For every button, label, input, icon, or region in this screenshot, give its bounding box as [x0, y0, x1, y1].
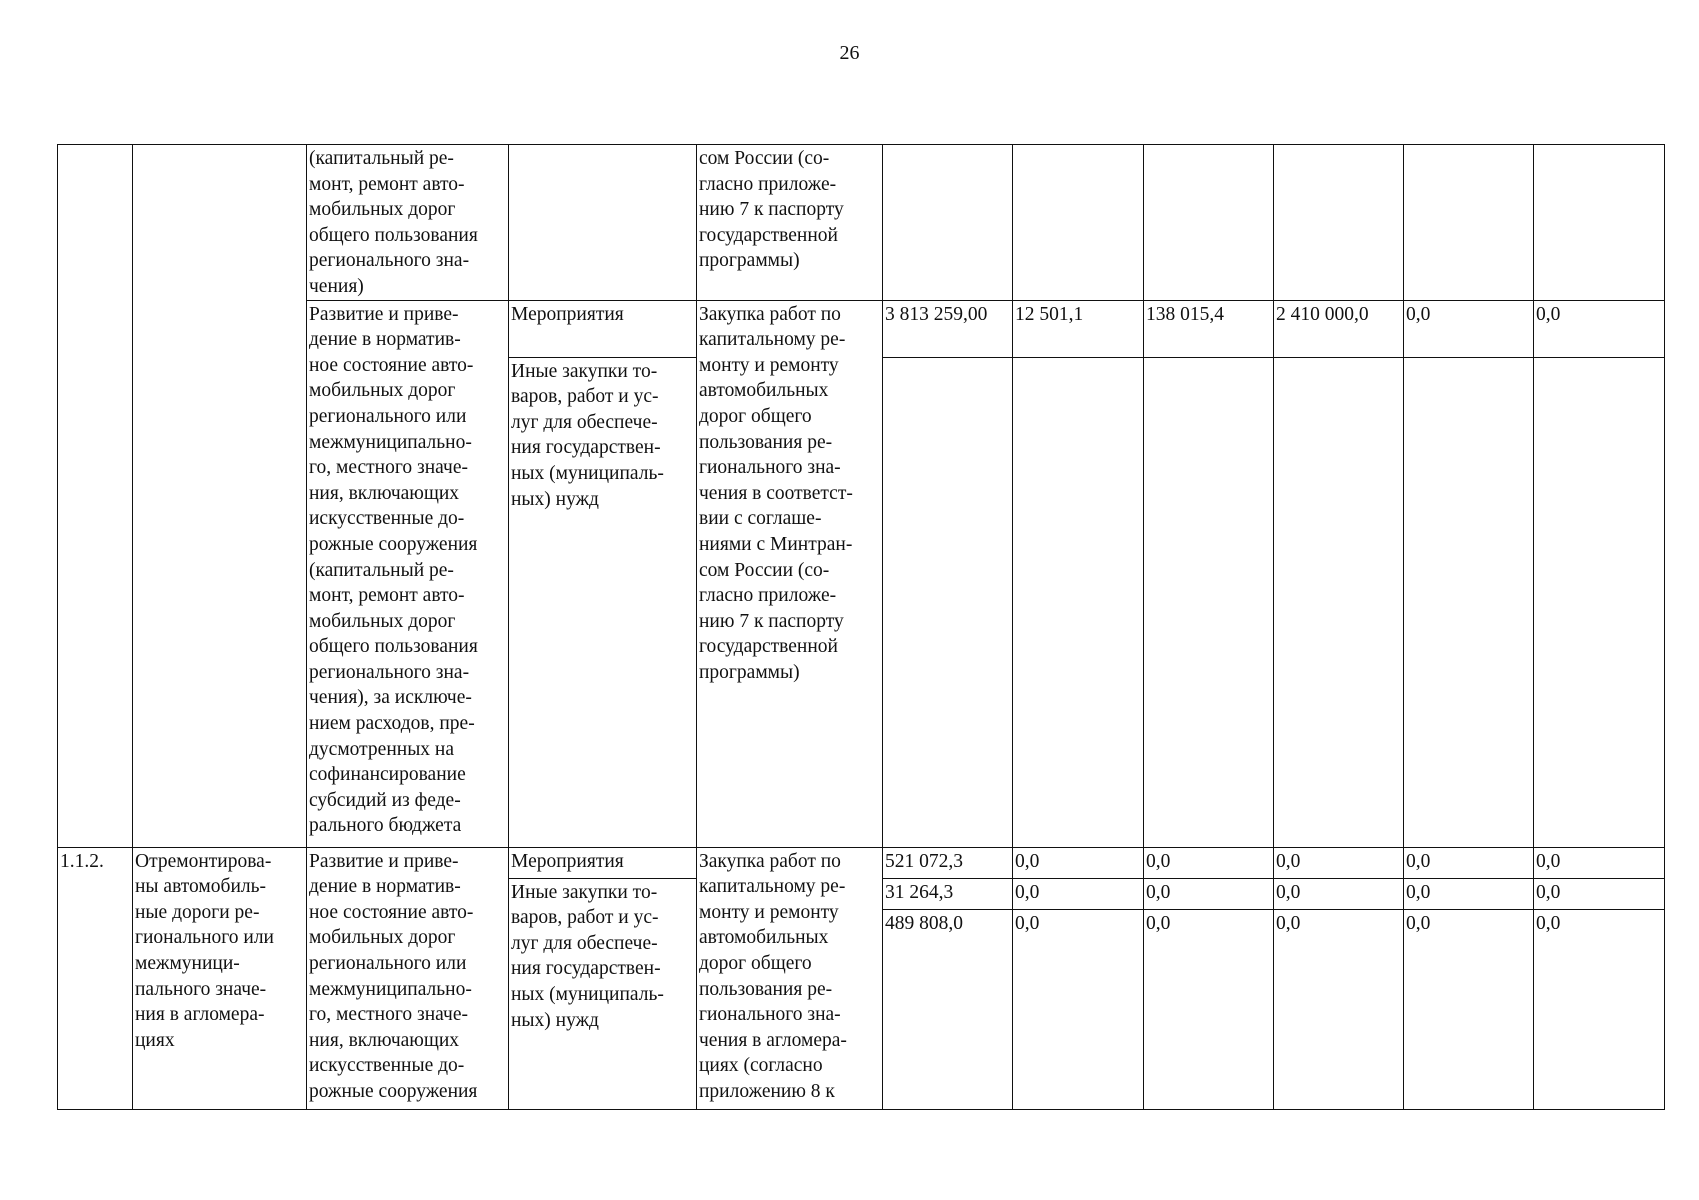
cell-value — [883, 357, 1013, 847]
cell-value — [1404, 357, 1534, 847]
cell-value — [1013, 145, 1144, 301]
cell-value — [1144, 145, 1274, 301]
table-row — [58, 145, 1665, 301]
cell-value: 0,0 — [1013, 909, 1144, 1109]
cell-number — [58, 145, 133, 848]
cell-type: Мероприятия — [509, 847, 697, 878]
cell-measure: (капитальный ре- монт, ремонт авто- мобильных дорог общего пользования регионального зна- чения) — [307, 145, 509, 301]
cell-result — [133, 145, 307, 848]
cell-result: Отремонтирова- ны автомобиль- ные дороги ре- гионального или межмуници- пального значе- ния в агломера- циях — [133, 847, 307, 1109]
cell-description: Закупка работ по капитальному ре- монту и ремонту автомобильных дорог общего пользования ре- гионального зна- чения в соответст- вии с соглаше- ниями с Минтран- сом России (со- гласно приложе- нию 7 к паспорту государственной программы) — [697, 300, 883, 847]
cell-description: сом России (со- гласно приложе- нию 7 к паспорту государственной программы) — [697, 145, 883, 301]
cell-type — [509, 145, 697, 301]
cell-value: 0,0 — [1404, 300, 1534, 357]
cell-value — [1274, 357, 1404, 847]
cell-value — [1534, 357, 1665, 847]
cell-type: Иные закупки то- варов, работ и ус- луг для обеспече- ния государствен- ных (муниципаль- ных) нужд — [509, 357, 697, 847]
cell-value — [1144, 357, 1274, 847]
cell-value: 0,0 — [1534, 909, 1665, 1109]
cell-value — [1274, 145, 1404, 301]
page-number: 26 — [839, 42, 860, 64]
cell-value: 0,0 — [1404, 909, 1534, 1109]
cell-measure: Развитие и приве- дение в норматив- ное состояние авто- мобильных дорог регионального или межмуниципально- го, местного значе- ния, включающих искусственные до- рожные сооружения (капитальный ре- монт, ремонт авто- мобильных дорог общего пользования регионального зна- чения), за исключе- нием расходов, пре- дусмотренных на софинансирование субсидий из феде- рального бюджета — [307, 300, 509, 847]
cell-type: Мероприятия — [509, 300, 697, 357]
cell-value: 0,0 — [1274, 847, 1404, 878]
cell-type: Иные закупки то- варов, работ и ус- луг для обеспече- ния государствен- ных (муниципаль- ных) нужд — [509, 878, 697, 1109]
cell-value: 0,0 — [1534, 300, 1665, 357]
cell-value: 12 501,1 — [1013, 300, 1144, 357]
cell-value: 0,0 — [1144, 847, 1274, 878]
cell-value: 0,0 — [1013, 847, 1144, 878]
cell-value: 3 813 259,00 — [883, 300, 1013, 357]
cell-value: 138 015,4 — [1144, 300, 1274, 357]
cell-value: 0,0 — [1144, 909, 1274, 1109]
cell-number: 1.1.2. — [58, 847, 133, 1109]
cell-value: 0,0 — [1534, 878, 1665, 909]
cell-description: Закупка работ по капитальному ре- монту и ремонту автомобильных дорог общего пользования ре- гионального зна- чения в агломера- циях (согласно приложению 8 к — [697, 847, 883, 1109]
cell-value — [1013, 357, 1144, 847]
cell-value: 31 264,3 — [883, 878, 1013, 909]
program-table — [57, 144, 1665, 1110]
cell-value: 0,0 — [1404, 847, 1534, 878]
cell-value — [883, 145, 1013, 301]
cell-value: 489 808,0 — [883, 909, 1013, 1109]
cell-measure: Развитие и приве- дение в норматив- ное состояние авто- мобильных дорог регионального или межмуниципально- го, местного значе- ния, включающих искусственные до- рожные сооружения — [307, 847, 509, 1109]
cell-value: 0,0 — [1274, 909, 1404, 1109]
cell-value: 521 072,3 — [883, 847, 1013, 878]
cell-value: 0,0 — [1144, 878, 1274, 909]
cell-value: 0,0 — [1534, 847, 1665, 878]
table-row — [58, 847, 1665, 878]
cell-value: 0,0 — [1404, 878, 1534, 909]
cell-value — [1534, 145, 1665, 301]
cell-value: 0,0 — [1013, 878, 1144, 909]
cell-value: 0,0 — [1274, 878, 1404, 909]
cell-value: 2 410 000,0 — [1274, 300, 1404, 357]
cell-value — [1404, 145, 1534, 301]
